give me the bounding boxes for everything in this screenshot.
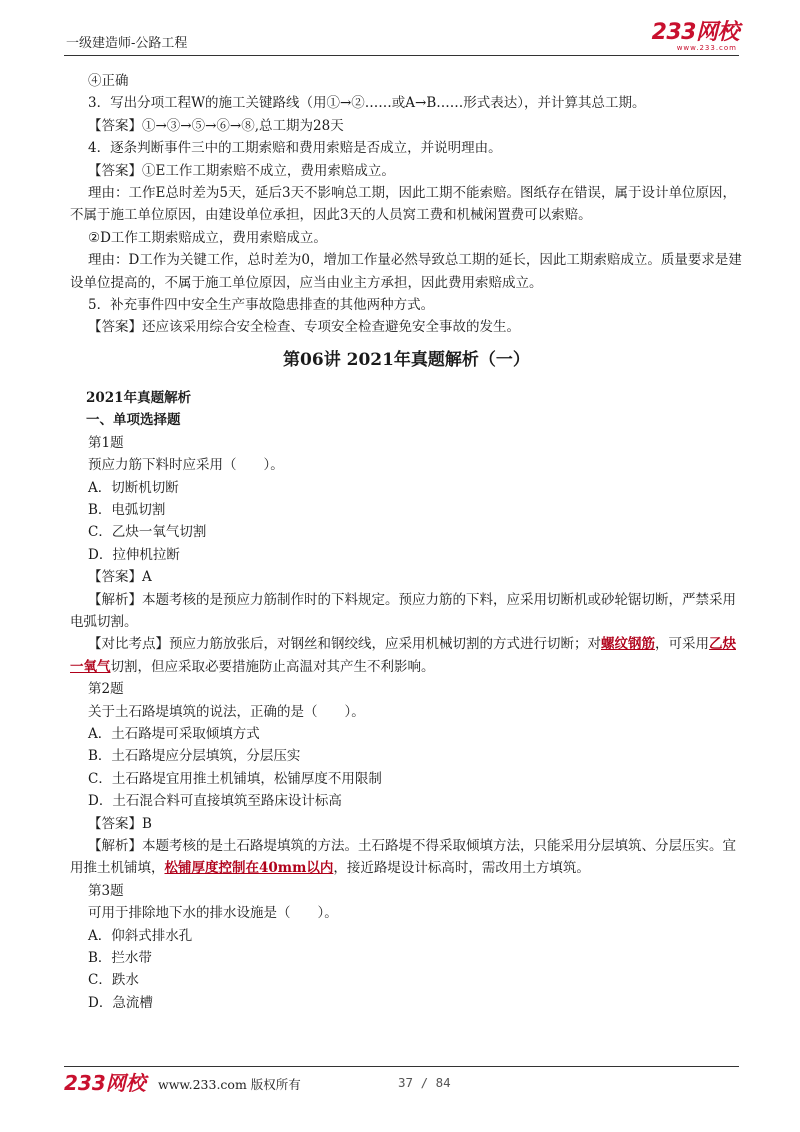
option-a: A．切断机切断 [88,479,179,496]
logo-text: 233网校 [651,20,739,45]
option-a: A．仰斜式排水孔 [88,927,193,944]
answer-line: 【答案】①→③→⑤→⑥→⑧,总工期为28天 [88,117,344,134]
question-number: 第3题 [88,882,124,899]
lecture-title: 第06讲 2021年真题解析（一） [283,349,530,370]
text-segment: 【解析】本题考核的是土石路堤填筑的方法。土石路堤不得采取倾填方法，只能采用分层填筑、分层压实。宜用推土机铺填， [70,838,736,877]
footer-copyright: www.233.com 版权所有 [158,1077,301,1092]
question-number: 第2题 [88,681,124,698]
reason-paragraph: 理由：工作E总时差为5天，延后3天不影响总工期，因此工期不能索赔。图纸存在错误，属于设计单位原因，不属于施工单位原因，由建设单位承担，因此3天的人员窝工费和机械闲置费可以索赔。 [70,185,737,224]
option-b: B．电弧切割 [88,501,166,518]
text-line: ④正确 [88,73,129,89]
option-d: D．拉伸机拉断 [88,546,180,563]
footer-divider [64,1066,739,1067]
text-segment: ，接近路堤设计标高时，需改用土方填筑。 [333,860,590,877]
logo-url: www.233.com [676,44,737,52]
option-b: B．拦水带 [88,950,152,967]
answer-line: 【答案】①E工作工期索赔不成立，费用索赔成立。 [88,162,395,179]
option-c: C．乙炔一氧气切割 [88,524,207,541]
option-c: C．跌水 [88,972,139,989]
header-divider [64,55,739,56]
question-stem: 预应力筋下料时应采用（ ）。 [88,457,284,474]
text-line: ②D工作工期索赔成立，费用索赔成立。 [88,229,327,246]
option-c: C．土石路堤宜用推土机铺填，松铺厚度不用限制 [88,770,382,787]
question-line: 4．逐条判断事件三中的工期索赔和费用索赔是否成立，并说明理由。 [88,140,502,157]
option-d: D．土石混合料可直接填筑至路床设计标高 [88,793,342,810]
highlight-term: 松铺厚度控制在40mm以内 [164,860,334,877]
answer-line: 【答案】B [88,815,152,832]
highlight-term: 螺纹钢筋 [601,636,655,653]
question-line: 3．写出分项工程W的施工关键路线（用①→②……或A→B……形式表达），并计算其总工期。 [88,95,646,112]
option-d: D．急流槽 [88,994,153,1011]
page-header [64,22,739,52]
document-body [70,70,743,1014]
text-segment: 【对比考点】预应力筋放张后，对钢丝和钢绞线，应采用机械切割的方式进行切断；对 [88,636,601,653]
explanation-paragraph [70,835,743,880]
brand-logo [652,22,739,52]
option-b: B．土石路堤应分层填筑，分层压实 [88,748,301,765]
question-number: 第1题 [88,434,124,451]
question-stem: 可用于排除地下水的排水设施是（ ）。 [88,905,338,922]
section-subtitle: 一、单项选择题 [86,412,181,429]
comparison-paragraph [70,633,743,678]
option-a: A．土石路堤可采取倾填方式 [88,725,260,742]
footer-logo: 233网校 [64,1071,146,1095]
answer-line: 【答案】还应该采用综合安全检查、专项安全检查避免安全事故的发生。 [88,319,520,336]
question-stem: 关于土石路堤填筑的说法，正确的是（ ）。 [88,703,365,720]
highlight-term: 乙炔一氧气 [70,636,736,675]
answer-line: 【答案】A [88,569,152,586]
page-number: 37 / 84 [398,1075,451,1090]
text-segment: ，可采用 [655,636,709,653]
section-title: 2021年真题解析 [86,389,192,406]
explanation-paragraph: 【解析】本题考核的是预应力筋制作时的下料规定。预应力筋的下料，应采用切断机或砂轮锯切断，严禁采用电弧切割。 [70,591,736,630]
page-footer [64,1060,739,1100]
question-line: 5．补充事件四中安全生产事故隐患排查的其他两种方式。 [88,297,435,314]
header-title: 一级建造师-公路工程 [66,36,188,51]
reason-paragraph: 理由：D工作为关键工作，总时差为0，增加工作量必然导致总工期的延长，因此工期索赔成立。质量要求是建设单位提高的，不属于施工单位原因，应当由业主方承担，因此费用索赔成立。 [70,252,742,291]
text-segment: 切割，但应采取必要措施防止高温对其产生不利影响。 [110,658,435,675]
